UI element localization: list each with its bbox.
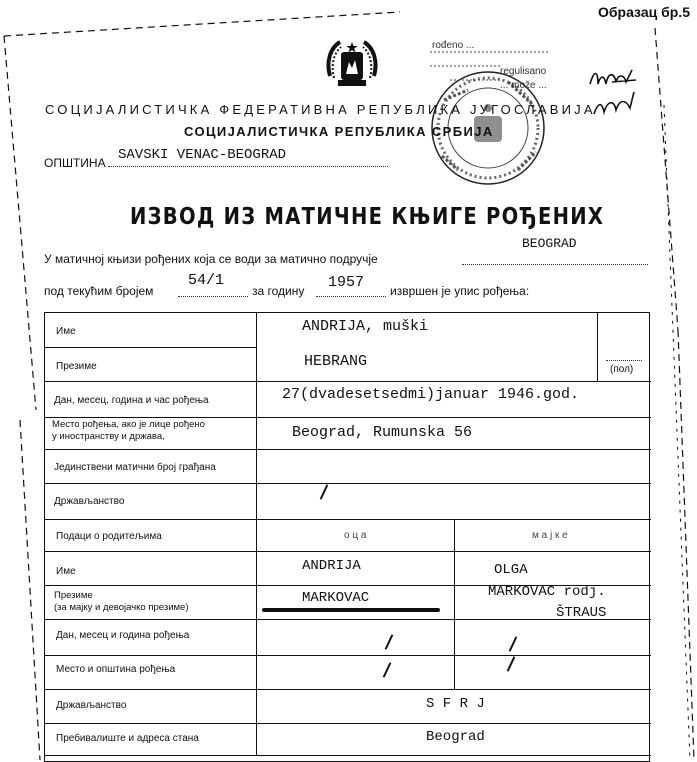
intro-number-prefix: под текућим бројем	[44, 284, 154, 298]
opstina-dotline	[108, 166, 388, 167]
row-divider	[45, 689, 651, 690]
opstina-value: SAVSKI VENAC-BEOGRAD	[118, 147, 287, 163]
parent-drzavljanstvo-label: Држављанство	[56, 700, 127, 711]
year-dotline	[316, 296, 386, 297]
row-divider	[45, 723, 651, 724]
pol-dotline	[606, 360, 642, 361]
stamp-text-line1: rođeno ...	[432, 40, 475, 51]
row-divider	[45, 381, 651, 382]
mesto-label-2: у иностранству и држава,	[52, 431, 165, 442]
row-divider	[45, 449, 651, 450]
parent-datum-label: Дан, месец и година рођења	[56, 630, 190, 641]
otac-prezime-value: MARKOVAC	[302, 590, 370, 606]
intro-for-year: за годину	[252, 284, 305, 298]
parent-ime-label: Име	[56, 566, 76, 577]
registry-year-value: 1957	[328, 274, 365, 291]
form-number-label: Образац бр.5	[598, 4, 690, 20]
ime-value: ANDRIJA, muški	[302, 318, 429, 335]
stamp-text-line2: regulisano	[500, 66, 547, 77]
row-divider	[45, 519, 651, 520]
intro-suffix: извршен је упис рођења:	[390, 284, 530, 298]
stamp-dotted-lines	[430, 50, 570, 90]
prezime-label: Презиме	[56, 361, 97, 372]
majka-ime-value: OLGA	[494, 562, 528, 578]
coat-of-arms-emblem	[324, 36, 380, 92]
row-divider	[45, 483, 651, 484]
signature	[586, 62, 656, 122]
jmbg-label: Јединствени матични број грађана	[54, 462, 216, 473]
parent-prezime-label-2: (за мајку и девојачко презиме)	[54, 602, 189, 613]
mesto-value: Beograd, Rumunska 56	[292, 424, 473, 441]
otac-ime-value: ANDRIJA	[302, 558, 361, 574]
majke-header: м а ј к е	[532, 530, 568, 541]
serbia-heading: СОЦИЈАЛИСТИЧКА РЕПУБЛИКА СРБИЈА	[184, 124, 494, 139]
document-title: ИЗВОД ИЗ МАТИЧНЕ КЊИГЕ РОЂЕНИХ	[130, 204, 605, 230]
row-divider	[45, 347, 256, 348]
mesto-label-1: Место рођења, ако је лице рођено	[52, 419, 205, 430]
stamp-text-line3: ... može ...	[500, 80, 547, 91]
opstina-label: ОПШТИНА	[44, 156, 106, 170]
ime-label: Име	[56, 326, 76, 337]
column-divider	[256, 313, 257, 755]
parent-prebivaliste-value: Beograd	[426, 729, 485, 745]
area-dotline	[462, 264, 648, 265]
republic-heading: СОЦИЈАЛИСТИЧКА ФЕДЕРАТИВНА РЕПУБЛИКА ЈУГОСЛАВИЈА	[45, 102, 596, 117]
registry-area-value: BEOGRAD	[522, 236, 577, 251]
prezime-value: HEBRANG	[304, 353, 368, 370]
datum-value: 27(dvadesetsedmi)januar 1946.god.	[282, 386, 580, 403]
drzavljanstvo-label: Држављанство	[54, 496, 125, 507]
row-divider	[45, 417, 651, 418]
majka-prezime-value-2: ŠTRAUS	[556, 605, 607, 621]
datum-label: Дан, месец, година и час рођења	[54, 395, 209, 406]
row-divider	[45, 551, 651, 552]
parent-drzavljanstvo-value: S F R J	[426, 696, 485, 712]
registry-number-value: 54/1	[188, 272, 225, 289]
number-dotline	[178, 296, 248, 297]
parent-mesto-label: Место и општина рођења	[56, 664, 176, 675]
underline-mark	[262, 608, 440, 612]
row-divider	[45, 755, 651, 756]
intro-line1: У матичној књизи рођених која се води за матично подручје	[44, 252, 378, 266]
row-divider	[45, 655, 651, 656]
column-divider	[454, 519, 455, 689]
parent-prezime-label-1: Презиме	[54, 590, 93, 601]
majka-prezime-value-1: MARKOVAC rodj.	[488, 584, 606, 600]
oca-header: о ц а	[344, 530, 367, 541]
roditelji-label: Подаци о родитељима	[56, 531, 162, 542]
parent-prebivaliste-label: Пребивалиште и адреса стана	[56, 733, 199, 744]
column-divider	[597, 313, 598, 381]
pol-label: (пол)	[610, 364, 634, 375]
